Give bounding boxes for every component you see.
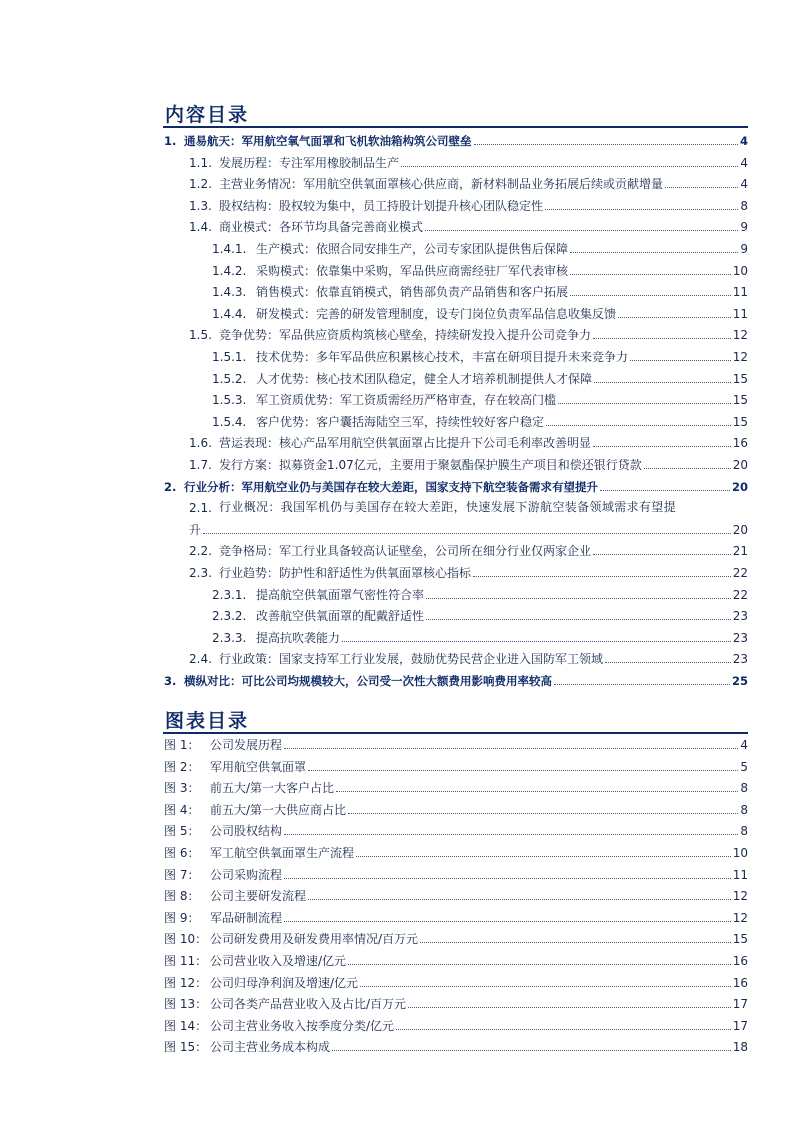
figure-leader-dots (408, 1007, 731, 1008)
figure-entry-text: 前五大/第一大客户占比 (210, 781, 335, 796)
toc-leader-dots (593, 338, 731, 339)
toc-entry-text: 主营业务情况：军用航空供氧面罩核心供应商，新材料制品业务拓展后续或贡献增量 (219, 177, 664, 192)
toc-entry-page: 21 (732, 544, 748, 559)
toc-entry[interactable] (0, 627, 748, 645)
toc-entry[interactable] (0, 648, 748, 666)
figure-leader-dots (284, 921, 731, 922)
toc-entry[interactable] (0, 476, 748, 494)
toc-entry-number: 2.3. (189, 566, 212, 580)
toc-entry-text-cont: 升 (189, 522, 202, 537)
toc-entry-number: 3. (164, 674, 177, 688)
figure-entry-page: 16 (732, 975, 748, 990)
toc-entry-number: 2.3.2. (212, 609, 247, 624)
figure-entry-label: 图 14： (164, 1018, 208, 1033)
toc-entry-page: 4 (740, 155, 748, 170)
toc-entry-number: 2.3.1. (212, 587, 247, 602)
figure-entry-page: 17 (732, 997, 748, 1012)
figure-entry[interactable] (0, 1036, 748, 1054)
toc-entry[interactable] (0, 130, 748, 148)
figure-entry-text: 军用航空供氧面罩 (210, 759, 307, 774)
toc-leader-dots (401, 166, 738, 167)
toc-entry[interactable] (0, 605, 748, 623)
toc-entry-number: 1.4. (189, 220, 212, 235)
toc-entry[interactable] (0, 260, 748, 278)
toc-entry[interactable] (0, 173, 748, 191)
toc-leader-dots (570, 274, 731, 275)
figure-entry-text: 前五大/第一大供应商占比 (210, 802, 347, 817)
toc-leader-dots (570, 252, 738, 253)
toc-entry-page: 23 (732, 609, 748, 624)
toc-entry[interactable] (0, 216, 748, 234)
toc-entry-text: 人才优势：核心技术团队稳定，健全人才培养机制提供人才保障 (256, 371, 593, 386)
figure-entry[interactable] (0, 842, 748, 860)
figure-leader-dots (332, 1050, 731, 1051)
toc-entry-text: 发行方案：拟募资金1.07亿元，主要用于聚氨酯保护膜生产项目和偿还银行贷款 (219, 458, 642, 472)
toc-entry-text: 竞争优势：军品供应资质构筑核心壁垒，持续研发投入提升公司竞争力 (219, 328, 592, 343)
toc-entry[interactable] (0, 346, 748, 364)
toc-entry-number: 1.4.3. (212, 285, 247, 300)
figure-entry-page: 12 (732, 889, 748, 904)
toc-entry-text: 通易航天：军用航空氧气面罩和飞机软油箱构筑公司壁垒 (184, 134, 472, 148)
toc-entry-text: 销售模式：依靠直销模式，销售部负责产品销售和客户拓展 (256, 285, 569, 300)
toc-leader-dots (594, 382, 731, 383)
figure-entry-text: 公司股权结构 (210, 824, 283, 839)
figure-entry-text: 公司各类产品营业收入及占比/百万元 (210, 997, 407, 1012)
figure-entry-label: 图 7： (164, 867, 200, 882)
figure-entry[interactable] (0, 972, 748, 990)
figure-entry[interactable] (0, 885, 748, 903)
toc-leader-dots (558, 403, 731, 404)
toc-entry-number: 1.5.1. (212, 350, 247, 364)
figure-entry-label: 图 13： (164, 997, 208, 1012)
figure-entry-label: 图 11： (164, 954, 208, 968)
toc-entry-page: 22 (732, 587, 748, 602)
figure-leader-dots (420, 942, 731, 943)
figure-entry-page: 12 (732, 910, 748, 925)
toc-entry-line2[interactable] (0, 519, 748, 537)
toc-entry-page: 15 (732, 414, 748, 429)
toc-entry-number: 1.6. (189, 436, 212, 451)
toc-entry-line1[interactable] (189, 497, 748, 515)
figure-entry-text: 公司采购流程 (210, 867, 283, 882)
toc-entry-number: 1.4.1. (212, 242, 247, 256)
toc-entry-page: 20 (732, 458, 748, 472)
figure-entry[interactable] (0, 993, 748, 1011)
figure-entry-page: 16 (732, 954, 748, 968)
toc-entry-text: 行业趋势：防护性和舒适性为供氧面罩核心指标 (219, 566, 472, 580)
toc-leader-dots (342, 641, 731, 642)
toc-leader-dots (426, 598, 731, 599)
figure-entry-text: 军工航空供氧面罩生产流程 (210, 846, 355, 860)
toc-entry-page: 20 (731, 479, 748, 494)
toc-entry-page: 25 (731, 674, 748, 688)
toc-leader-dots (545, 209, 738, 210)
figure-leader-dots (356, 856, 731, 857)
toc-leader-dots (554, 684, 730, 685)
figure-entry-label: 图 9： (164, 910, 200, 925)
toc-leader-dots (618, 317, 731, 318)
figure-entry[interactable] (0, 864, 748, 882)
toc-leader-dots (665, 187, 738, 188)
toc-entry[interactable] (0, 562, 748, 580)
toc-entry-number: 1.5. (189, 328, 212, 343)
toc-entry[interactable] (0, 432, 748, 450)
figure-entry-label: 图 10： (164, 932, 208, 947)
toc-entry[interactable] (0, 540, 748, 558)
toc-entry-page: 10 (732, 263, 748, 278)
figure-entry-page: 4 (740, 738, 748, 752)
toc-entry-page: 9 (740, 242, 748, 256)
toc-entry-page: 4 (740, 177, 748, 192)
toc-entry[interactable] (0, 584, 748, 602)
toc-leader-dots (474, 144, 738, 145)
toc-entry-number: 1.4.2. (212, 263, 247, 278)
toc-leader-dots (473, 576, 731, 577)
figure-entry[interactable] (0, 928, 748, 946)
figure-entry-text: 公司研发费用及研发费用率情况/百万元 (210, 932, 419, 947)
toc-leader-dots (605, 662, 731, 663)
figure-entry-page: 17 (732, 1018, 748, 1033)
toc-entry-text: 竞争格局：军工行业具备较高认证壁垒，公司所在细分行业仅两家企业 (219, 544, 592, 559)
figure-entry[interactable] (0, 756, 748, 774)
figure-entry-text: 公司主营业务成本构成 (210, 1040, 331, 1055)
figure-entry-label: 图 5： (164, 824, 200, 839)
figure-leader-dots (396, 1029, 731, 1030)
figure-entry-text: 军品研制流程 (210, 910, 283, 925)
figure-entry[interactable] (0, 799, 748, 817)
figure-entry-page: 15 (732, 932, 748, 947)
toc-entry-text: 军工资质优势：军工资质需经历严格审查，存在较高门槛 (256, 393, 557, 408)
figure-leader-dots (308, 899, 731, 900)
toc-entry-number: 1.1. (189, 155, 212, 170)
figure-entry-label: 图 12： (164, 975, 208, 990)
figure-leader-dots (348, 964, 731, 965)
toc-entry[interactable] (0, 152, 748, 170)
toc-leader-dots (593, 554, 731, 555)
toc-entry-number: 2. (164, 479, 177, 494)
figure-leader-dots (360, 986, 731, 987)
toc-entry-number: 2.4. (189, 652, 212, 667)
toc-entry[interactable] (0, 670, 748, 688)
figure-entry[interactable] (0, 777, 748, 795)
figure-leader-dots (308, 770, 738, 771)
toc-entry-text: 改善航空供氧面罩的配戴舒适性 (256, 609, 425, 624)
figure-entry-text: 公司主要研发流程 (210, 889, 307, 904)
figure-leader-dots (336, 791, 738, 792)
figure-entry-label: 图 3： (164, 781, 200, 796)
toc-entry[interactable] (0, 281, 748, 299)
toc-entry-number: 1.3. (189, 198, 212, 213)
toc-entry-page: 9 (740, 220, 748, 235)
figure-entry[interactable] (0, 950, 748, 968)
figure-entry-text: 公司发展历程 (210, 738, 283, 752)
toc-entry[interactable] (0, 389, 748, 407)
toc-entry-page: 20 (732, 522, 748, 537)
toc-entry-page: 23 (732, 630, 748, 645)
toc-entry-page: 16 (732, 436, 748, 451)
figure-leader-dots (284, 878, 731, 879)
figure-entry[interactable] (0, 1015, 748, 1033)
figure-entry-text: 公司归母净利润及增速/亿元 (210, 975, 359, 990)
figure-entry-label: 图 4： (164, 802, 200, 817)
toc-entry-number: 2.3.3. (212, 630, 247, 645)
toc-leader-dots (425, 230, 738, 231)
toc-entry-text: 客户优势：客户囊括海陆空三军，持续性较好客户稳定 (256, 414, 545, 429)
figure-entry-page: 8 (740, 824, 748, 839)
figure-entry[interactable] (0, 907, 748, 925)
figure-entry-label: 图 15： (164, 1040, 208, 1055)
toc-entry-page: 23 (732, 652, 748, 667)
figure-entry[interactable] (0, 820, 748, 838)
toc-entry-text: 行业分析：军用航空业仍与美国存在较大差距，国家支持下航空装备需求有望提升 (184, 479, 598, 494)
figure-entry-page: 8 (740, 781, 748, 796)
toc-entry-text: 商业模式：各环节均具备完善商业模式 (219, 220, 424, 235)
toc-entry-page: 22 (732, 566, 748, 580)
toc-entry-page: 11 (732, 285, 748, 300)
toc-entry-page: 12 (732, 328, 748, 343)
figure-entry-label: 图 6： (164, 846, 200, 860)
toc-entry-number: 2.1. (189, 501, 212, 516)
toc-entry[interactable] (0, 368, 748, 386)
toc-entry-number: 2.2. (189, 544, 212, 559)
toc-entry-text: 提高抗吹袭能力 (256, 630, 341, 645)
toc-entry-number: 1.7. (189, 458, 212, 472)
toc-entry-text: 行业概况：我国军机仍与美国存在较大差距，快速发展下游航空装备领域需求有望提 (219, 500, 676, 515)
toc-entry-text: 行业政策：国家支持军工行业发展，鼓励优势民营企业进入国防军工领域 (219, 652, 604, 667)
figure-leader-dots (284, 748, 738, 749)
toc-leader-dots (630, 360, 731, 361)
toc-entry-text: 营运表现：核心产品军用航空供氧面罩占比提升下公司毛利率改善明显 (219, 436, 592, 451)
figure-entry-page: 5 (740, 759, 748, 774)
toc-leader-dots (203, 533, 731, 534)
toc-entry[interactable] (0, 195, 748, 213)
toc-leader-dots (600, 490, 730, 491)
figure-entry-page: 8 (740, 802, 748, 817)
figure-entry-text: 公司主营业务收入按季度分类/亿元 (210, 1018, 395, 1033)
toc-entry-number: 1.2. (189, 177, 212, 192)
toc-leader-dots (546, 425, 731, 426)
toc-title-rule (163, 126, 748, 128)
figure-entry-page: 10 (732, 846, 748, 860)
toc-entry-text: 生产模式：依照合同安排生产，公司专家团队提供售后保障 (256, 242, 569, 256)
toc-entry-text: 横纵对比：可比公司均规模较大，公司受一次性大额费用影响费用率较高 (184, 674, 552, 688)
figure-leader-dots (348, 813, 738, 814)
toc-entry-page: 15 (732, 371, 748, 386)
toc-entry-text: 提高航空供氧面罩气密性符合率 (256, 587, 425, 602)
toc-entry-page: 11 (732, 306, 748, 321)
toc-entry-number: 1.4.4. (212, 306, 247, 321)
toc-entry-page: 4 (739, 134, 748, 148)
toc-entry[interactable] (0, 411, 748, 429)
figure-entry-page: 11 (732, 867, 748, 882)
figure-entry[interactable] (0, 734, 748, 752)
toc-leader-dots (426, 619, 731, 620)
toc-entry-text: 采购模式：依靠集中采购，军品供应商需经驻厂军代表审核 (256, 263, 569, 278)
toc-entry-text: 股权结构：股权较为集中，员工持股计划提升核心团队稳定性 (219, 198, 544, 213)
toc-entry-text: 发展历程：专注军用橡胶制品生产 (219, 155, 400, 170)
toc-entry-page: 15 (732, 393, 748, 408)
toc-entry-text: 研发模式：完善的研发管理制度，设专门岗位负责军品信息收集反馈 (256, 306, 617, 321)
toc-entry[interactable] (0, 303, 748, 321)
toc-entry-number: 1.5.2. (212, 371, 247, 386)
figure-entry-label: 图 2： (164, 759, 200, 774)
toc-title: 内容目录 (165, 104, 250, 126)
figure-entry-page: 18 (732, 1040, 748, 1055)
toc-entry[interactable] (0, 324, 748, 342)
toc-entry-number: 1.5.4. (212, 414, 247, 429)
toc-entry-text: 技术优势：多年军品供应积累核心技术，丰富在研项目提升未来竞争力 (256, 350, 629, 364)
toc-leader-dots (644, 468, 731, 469)
toc-entry-page: 12 (732, 350, 748, 364)
figure-entry-label: 图 1： (164, 738, 200, 752)
figures-title: 图表目录 (165, 710, 250, 732)
toc-leader-dots (570, 295, 731, 296)
toc-entry[interactable] (0, 238, 748, 256)
toc-entry-page: 8 (740, 198, 748, 213)
figure-leader-dots (284, 834, 738, 835)
toc-leader-dots (593, 446, 731, 447)
toc-entry-number: 1.5.3. (212, 393, 247, 408)
figure-entry-label: 图 8： (164, 889, 200, 904)
toc-entry-number: 1. (164, 134, 177, 148)
figure-entry-text: 公司营业收入及增速/亿元 (210, 954, 347, 968)
toc-entry[interactable] (0, 454, 748, 472)
